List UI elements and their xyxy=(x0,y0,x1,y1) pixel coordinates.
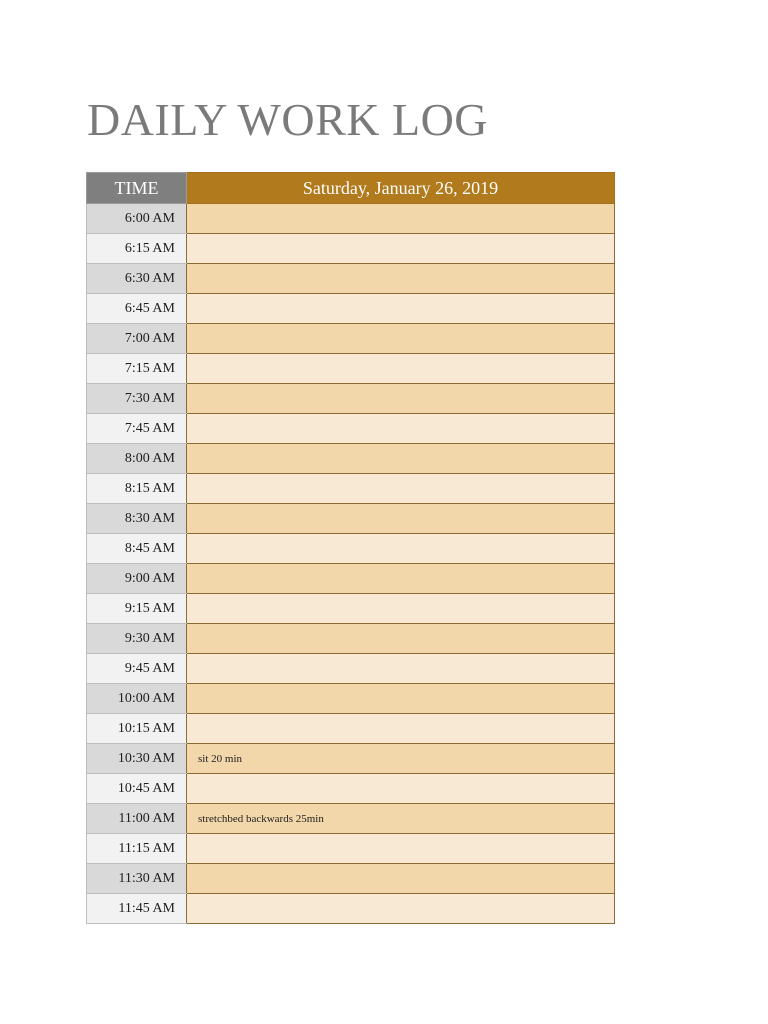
time-cell: 11:15 AM xyxy=(87,834,187,864)
table-row xyxy=(87,894,615,924)
table-row xyxy=(87,654,615,684)
table-row xyxy=(87,414,615,444)
time-cell: 7:30 AM xyxy=(87,384,187,414)
time-cell: 9:30 AM xyxy=(87,624,187,654)
time-cell: 8:45 AM xyxy=(87,534,187,564)
entry-cell[interactable] xyxy=(187,594,615,624)
time-cell: 6:45 AM xyxy=(87,294,187,324)
work-log-table xyxy=(86,172,615,924)
entry-cell[interactable] xyxy=(187,564,615,594)
entry-cell[interactable] xyxy=(187,894,615,924)
time-cell: 6:15 AM xyxy=(87,234,187,264)
table-row xyxy=(87,234,615,264)
entry-cell[interactable] xyxy=(187,834,615,864)
entry-cell[interactable] xyxy=(187,384,615,414)
table-row xyxy=(87,204,615,234)
header-row xyxy=(87,173,615,204)
time-cell: 8:30 AM xyxy=(87,504,187,534)
time-cell: 9:45 AM xyxy=(87,654,187,684)
table-row xyxy=(87,534,615,564)
table-row xyxy=(87,324,615,354)
time-column-header: TIME xyxy=(87,173,187,204)
table-body xyxy=(87,204,615,924)
time-cell: 10:00 AM xyxy=(87,684,187,714)
table-row xyxy=(87,594,615,624)
time-cell: 11:45 AM xyxy=(87,894,187,924)
entry-cell[interactable] xyxy=(187,204,615,234)
entry-cell[interactable] xyxy=(187,504,615,534)
time-cell: 7:15 AM xyxy=(87,354,187,384)
time-cell: 9:15 AM xyxy=(87,594,187,624)
table-row xyxy=(87,714,615,744)
time-cell: 11:00 AM xyxy=(87,804,187,834)
time-cell: 11:30 AM xyxy=(87,864,187,894)
entry-cell[interactable] xyxy=(187,864,615,894)
entry-cell[interactable] xyxy=(187,414,615,444)
table-header xyxy=(87,173,615,204)
entry-cell[interactable] xyxy=(187,624,615,654)
entry-cell[interactable] xyxy=(187,474,615,504)
entry-cell[interactable] xyxy=(187,684,615,714)
entry-cell[interactable] xyxy=(187,654,615,684)
entry-cell[interactable]: stretchbed backwards 25min xyxy=(187,804,615,834)
time-cell: 10:15 AM xyxy=(87,714,187,744)
table-row xyxy=(87,294,615,324)
time-cell: 7:00 AM xyxy=(87,324,187,354)
time-cell: 10:30 AM xyxy=(87,744,187,774)
table-row xyxy=(87,264,615,294)
entry-cell[interactable] xyxy=(187,294,615,324)
entry-cell[interactable] xyxy=(187,534,615,564)
table-row xyxy=(87,834,615,864)
table-row xyxy=(87,774,615,804)
entry-cell[interactable]: sit 20 min xyxy=(187,744,615,774)
entry-cell[interactable] xyxy=(187,774,615,804)
entry-cell[interactable] xyxy=(187,714,615,744)
table-row xyxy=(87,624,615,654)
entry-cell[interactable] xyxy=(187,354,615,384)
table-row xyxy=(87,474,615,504)
entry-cell[interactable] xyxy=(187,324,615,354)
time-cell: 8:15 AM xyxy=(87,474,187,504)
table-row xyxy=(87,444,615,474)
table-row xyxy=(87,384,615,414)
page-title: DAILY WORK LOG xyxy=(87,94,489,145)
table-row xyxy=(87,804,615,834)
entry-cell[interactable] xyxy=(187,234,615,264)
time-cell: 6:30 AM xyxy=(87,264,187,294)
time-cell: 9:00 AM xyxy=(87,564,187,594)
table-row xyxy=(87,504,615,534)
time-cell: 7:45 AM xyxy=(87,414,187,444)
entry-cell[interactable] xyxy=(187,264,615,294)
time-cell: 6:00 AM xyxy=(87,204,187,234)
entry-cell[interactable] xyxy=(187,444,615,474)
table-row xyxy=(87,864,615,894)
table-row xyxy=(87,744,615,774)
date-column-header: Saturday, January 26, 2019 xyxy=(187,173,615,204)
table-row xyxy=(87,684,615,714)
time-cell: 10:45 AM xyxy=(87,774,187,804)
table-row xyxy=(87,354,615,384)
time-cell: 8:00 AM xyxy=(87,444,187,474)
table-row xyxy=(87,564,615,594)
